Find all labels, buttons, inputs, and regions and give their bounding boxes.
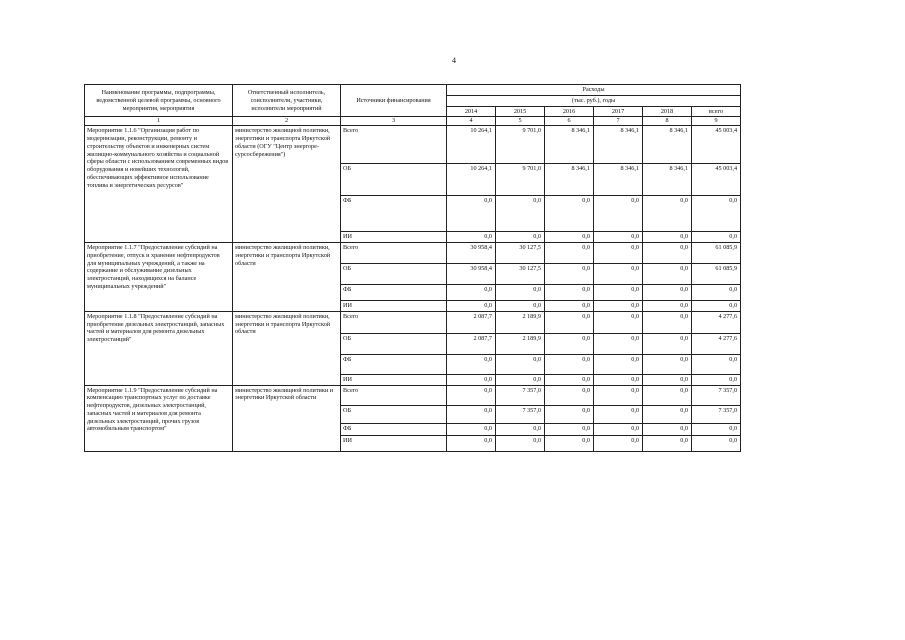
column-index: 5 [496,117,545,126]
amount-cell: 0,0 [594,405,643,423]
amount-cell: 0,0 [447,354,496,374]
funding-source: ОБ [341,264,447,285]
measure-name: Мероприятие 1.1.6 "Организация работ по модернизации, реконструкции, ремонту и строительству объектов и инженерных систем жилищно-коммунального хозяйства и социальной сферы области с использованием современных видов оборудования и новейших технологий, обеспечивающих эффективное использование топлива и энергетических ресурсов" [85,126,233,243]
amount-cell: 0,0 [692,301,741,312]
amount-cell: 0,0 [594,385,643,405]
header-program: Наименование программы, подпрограммы, ведомственной целевой программы, основного мероприятия, мероприятия [85,85,233,117]
funding-source: ОБ [341,333,447,354]
funding-source: ИИ [341,435,447,451]
amount-cell: 7 357,0 [496,405,545,423]
amount-cell: 0,0 [594,243,643,264]
amount-cell: 2 189,9 [496,311,545,333]
amount-cell: 0,0 [643,423,692,435]
measure-executor: министерство жилищной политики, энергетики и транспорта Иркутской области [233,243,341,312]
amount-cell: 9 701,0 [496,164,545,196]
table-row [85,311,741,333]
amount-cell: 4 277,6 [692,333,741,354]
amount-cell: 0,0 [594,423,643,435]
amount-cell: 0,0 [692,374,741,385]
amount-cell: 61 085,9 [692,243,741,264]
amount-cell: 0,0 [496,285,545,301]
amount-cell: 0,0 [594,285,643,301]
amount-cell: 0,0 [545,405,594,423]
amount-cell: 30 127,5 [496,243,545,264]
amount-cell: 30 958,4 [447,264,496,285]
measure-name: Мероприятие 1.1.7 "Предоставление субсидий на приобретение, отпуск и хранение нефтепродуктов для муниципальных учреждений, а также на содержание и обслуживание дизельных электростанций, находящихся на балансе муниципальных учреждений" [85,243,233,312]
measure-executor: министерство жилищной политики, энергетики и транспорта Иркутской области (ОГУ "Центр энергоре-сурсосбережения") [233,126,341,243]
table-row [85,243,741,264]
year-cell: 2016 [545,106,594,117]
amount-cell: 0,0 [545,374,594,385]
amount-cell: 7 357,0 [692,405,741,423]
header-units: (тыс. руб.), годы [447,95,741,106]
measure-executor: министерство жилищной политики и энергетики Иркутской области [233,385,341,451]
amount-cell: 0,0 [594,374,643,385]
amount-cell: 0,0 [643,243,692,264]
measure-name: Мероприятие 1.1.8 "Предоставление субсидий на приобретение дизельных электростанций, запасных частей и материалов для ремонта дизельных электростанций" [85,311,233,385]
amount-cell: 0,0 [496,196,545,232]
amount-cell: 0,0 [643,232,692,243]
amount-cell: 0,0 [692,232,741,243]
amount-cell: 0,0 [545,311,594,333]
funding-source: Всего [341,126,447,164]
amount-cell: 0,0 [545,423,594,435]
amount-cell: 0,0 [496,423,545,435]
column-index: 3 [341,117,447,126]
amount-cell: 0,0 [643,285,692,301]
column-index: 6 [545,117,594,126]
amount-cell: 0,0 [692,423,741,435]
column-index: 1 [85,117,233,126]
funding-source: ФБ [341,423,447,435]
funding-source: Всего [341,243,447,264]
funding-source: ФБ [341,285,447,301]
amount-cell: 8 346,1 [643,126,692,164]
amount-cell: 8 346,1 [545,164,594,196]
amount-cell: 0,0 [643,374,692,385]
amount-cell: 7 357,0 [692,385,741,405]
amount-cell: 0,0 [545,196,594,232]
amount-cell: 7 357,0 [496,385,545,405]
amount-cell: 0,0 [643,405,692,423]
funding-source: ИИ [341,232,447,243]
amount-cell: 2 087,7 [447,311,496,333]
amount-cell: 0,0 [594,301,643,312]
amount-cell: 61 085,9 [692,264,741,285]
amount-cell: 0,0 [692,196,741,232]
amount-cell: 0,0 [447,301,496,312]
amount-cell: 0,0 [594,333,643,354]
amount-cell: 0,0 [594,354,643,374]
page-number: 4 [452,56,456,65]
year-cell: 2018 [643,106,692,117]
amount-cell: 0,0 [447,435,496,451]
year-cell: 2015 [496,106,545,117]
amount-cell: 0,0 [643,354,692,374]
funding-source: ИИ [341,301,447,312]
amount-cell: 0,0 [496,354,545,374]
amount-cell: 0,0 [447,385,496,405]
amount-cell: 0,0 [545,333,594,354]
amount-cell: 0,0 [545,232,594,243]
amount-cell: 0,0 [643,333,692,354]
expenses-table [84,84,741,452]
year-cell: 2014 [447,106,496,117]
amount-cell: 8 346,1 [594,126,643,164]
amount-cell: 2 087,7 [447,333,496,354]
amount-cell: 0,0 [496,301,545,312]
amount-cell: 0,0 [545,243,594,264]
column-index: 9 [692,117,741,126]
amount-cell: 0,0 [447,374,496,385]
amount-cell: 0,0 [643,311,692,333]
measure-name: Мероприятие 1.1.9 "Предоставление субсидий на компенсацию транспортных услуг по доставке нефтепродуктов, дизельных электростанций, запасных частей и материалов для ремонта дизельных электростанций, прочих грузов автомобильным транспортом" [85,385,233,451]
amount-cell: 0,0 [496,435,545,451]
amount-cell: 0,0 [692,354,741,374]
amount-cell: 0,0 [447,423,496,435]
year-cell: всего [692,106,741,117]
amount-cell: 0,0 [496,374,545,385]
column-index-row [85,117,741,126]
amount-cell: 0,0 [447,405,496,423]
amount-cell: 0,0 [545,264,594,285]
funding-source: Всего [341,311,447,333]
amount-cell: 0,0 [594,196,643,232]
table-row [85,126,741,164]
funding-source: ОБ [341,164,447,196]
amount-cell: 0,0 [643,435,692,451]
amount-cell: 0,0 [692,435,741,451]
column-index: 2 [233,117,341,126]
amount-cell: 0,0 [643,264,692,285]
amount-cell: 2 189,9 [496,333,545,354]
amount-cell: 0,0 [594,232,643,243]
amount-cell: 0,0 [643,301,692,312]
header-expenses: Расходы [447,85,741,96]
amount-cell: 0,0 [447,285,496,301]
funding-source: ФБ [341,196,447,232]
amount-cell: 45 003,4 [692,126,741,164]
column-index: 8 [643,117,692,126]
amount-cell: 0,0 [594,311,643,333]
amount-cell: 9 701,0 [496,126,545,164]
amount-cell: 0,0 [496,232,545,243]
column-index: 7 [594,117,643,126]
amount-cell: 8 346,1 [594,164,643,196]
measure-executor: министерство жилищной политики, энергетики и транспорта Иркутской области [233,311,341,385]
amount-cell: 0,0 [447,196,496,232]
amount-cell: 8 346,1 [545,126,594,164]
amount-cell: 10 264,1 [447,164,496,196]
table-row [85,385,741,405]
amount-cell: 30 127,5 [496,264,545,285]
amount-cell: 4 277,6 [692,311,741,333]
funding-source: ОБ [341,405,447,423]
amount-cell: 0,0 [545,301,594,312]
amount-cell: 30 958,4 [447,243,496,264]
amount-cell: 10 264,1 [447,126,496,164]
amount-cell: 45 003,4 [692,164,741,196]
funding-source: ФБ [341,354,447,374]
amount-cell: 0,0 [594,435,643,451]
amount-cell: 0,0 [545,435,594,451]
amount-cell: 8 346,1 [643,164,692,196]
header-source: Источники финансирования [341,85,447,117]
funding-source: Всего [341,385,447,405]
amount-cell: 0,0 [643,385,692,405]
year-cell: 2017 [594,106,643,117]
column-index: 4 [447,117,496,126]
amount-cell: 0,0 [643,196,692,232]
header-executor: Ответственный исполнитель, соисполнители, участники, исполнители мероприятий [233,85,341,117]
amount-cell: 0,0 [594,264,643,285]
amount-cell: 0,0 [545,285,594,301]
amount-cell: 0,0 [692,285,741,301]
amount-cell: 0,0 [447,232,496,243]
amount-cell: 0,0 [545,354,594,374]
funding-source: ИИ [341,374,447,385]
amount-cell: 0,0 [545,385,594,405]
